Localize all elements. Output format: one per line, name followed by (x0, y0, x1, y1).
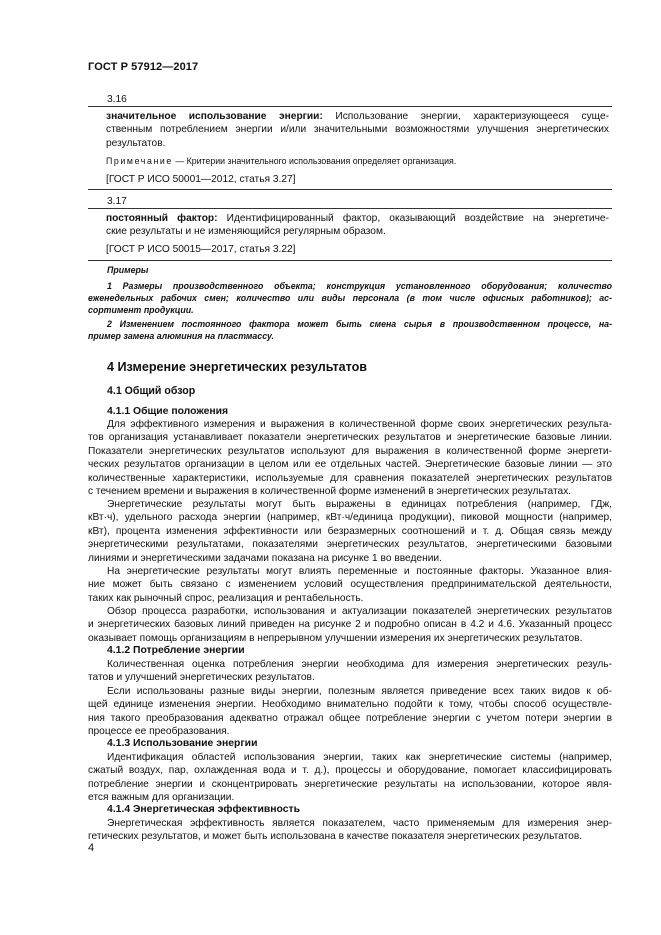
section-4-1-3-heading: 4.1.3 Использование энергии (107, 738, 258, 749)
section-4-heading: 4 Измерение энергетических результатов (107, 360, 368, 374)
standard-code-header: ГОСТ Р 57912—2017 (88, 61, 199, 73)
paragraph: Энергетические результаты могут быть выражены в единицах потребления (например, ГДж, кВт·ч), удельного расхода энергии (например, кВт·ч/единица продукции), пиковой мощности (например, кВт), процента изменения эффективности или безразмерных соотношений и т. д. Общая связь между энергетическими результатами, показателями энергетических результатов, энергетическими базовыми линиями и энергетическими задачами показана на рисунке 1 во введении. (88, 499, 612, 564)
term-note: Примечание — Критерии значительного использования определяет организация. (106, 156, 457, 166)
example-2: 2 Изменением постоянного фактора может быть смена сырья в производственном процессе, на- пример замена алюминия на пластмассу. (88, 319, 612, 341)
term-source: [ГОСТ Р ИСО 50015—2017, статья 3.22] (106, 244, 296, 255)
section-4-1-heading: 4.1 Общий обзор (107, 385, 196, 397)
example-1: 1 Размеры производственного объекта; конструкция установленного оборудования; количество еженедельных рабочих смен; количество или виды персонала (в том числе офисных работников); ас- сортимент продукции. (88, 281, 612, 315)
term-3-16-definition: значительное использование энергии: Использование энергии, характеризующееся суще- ственным потреблением энергии и/или значительными возможностями улучшения энергетических результатов. (106, 111, 610, 149)
term-number: 3.17 (107, 196, 127, 207)
paragraph: Для эффективного измерения и выражения в количественной форме своих энергетических результа- тов организация устанавливает показатели энергетических результатов и энергетические базовые линии. Показатели энергетических результатов используют для выражения в количественной форме энергети- ческих результатов организации в целом или ее отдельных частей. Энергетические базовые линии — это количественные характеристики, используемые для сравнения показателей энергетических результатов с течением времени и выражения в количественной форме изменений в энергетических результатах. (88, 419, 612, 498)
paragraph: Количественная оценка потребления энергии необходима для измерения энергетических резуль- татов и улучшений энергетических результатов. (88, 659, 612, 684)
paragraph: Идентификация областей использования энергии, таких как энергетические системы (например, сжатый воздух, пар, охлажденная вода и т. д.), процессы и оборудование, помогает классифицировать потребление энергии и сконцентрировать энергетические результаты на использовании, которое явля- ется важным для организации. (88, 752, 612, 804)
term-number: 3.16 (107, 94, 127, 105)
paragraph: На энергетические результаты могут влиять переменные и постоянные факторы. Указанное влия- ние может быть связано с изменением условий осуществления предпринимательской деятельности, таких как рыночный спрос, реализация и рентабельность. (88, 566, 612, 604)
examples-title: Примеры (107, 265, 149, 275)
section-4-1-1-heading: 4.1.1 Общие положения (107, 406, 229, 417)
term-3-17-box (88, 208, 612, 261)
term-3-17-definition: постоянный фактор: Идентифицированный фактор, оказывающий воздействие на энергетиче- ские результаты и не изменяющийся регулярным образом. (106, 213, 609, 238)
term-name: постоянный фактор: (106, 213, 218, 224)
paragraph: Энергетическая эффективность является показателем, часто применяемым для измерения энер- гетических результатов, и может быть использована в качестве показателя энергетических результатов. (88, 818, 612, 843)
term-source: [ГОСТ Р ИСО 50001—2012, статья 3.27] (106, 174, 296, 185)
term-name: значительное использование энергии: (106, 111, 323, 122)
section-4-1-4-heading: 4.1.4 Энергетическая эффективность (107, 804, 300, 815)
term-3-16-box (88, 106, 612, 190)
page-number: 4 (88, 842, 95, 854)
paragraph: Обзор процесса разработки, использования и актуализации показателей энергетических результатов и энергетических базовых линий приведен на рисунке 2 и подробно описан в 4.2 и 4.6. Указанный процесс оказывает помощь организациям в непрерывном улучшении измерения их энергетических результатов. (88, 606, 612, 644)
paragraph: Если использованы разные виды энергии, полезным является приведение всех таких видов к об- щей единице изменения энергии. Необходимо внимательно подойти к тому, чтобы способ осуществле- ния такого преобразования адекватно отражал общее потребление энергии с учетом потери энергии в процессе ее преобразования. (88, 686, 612, 738)
section-4-1-2-heading: 4.1.2 Потребление энергии (107, 645, 245, 656)
